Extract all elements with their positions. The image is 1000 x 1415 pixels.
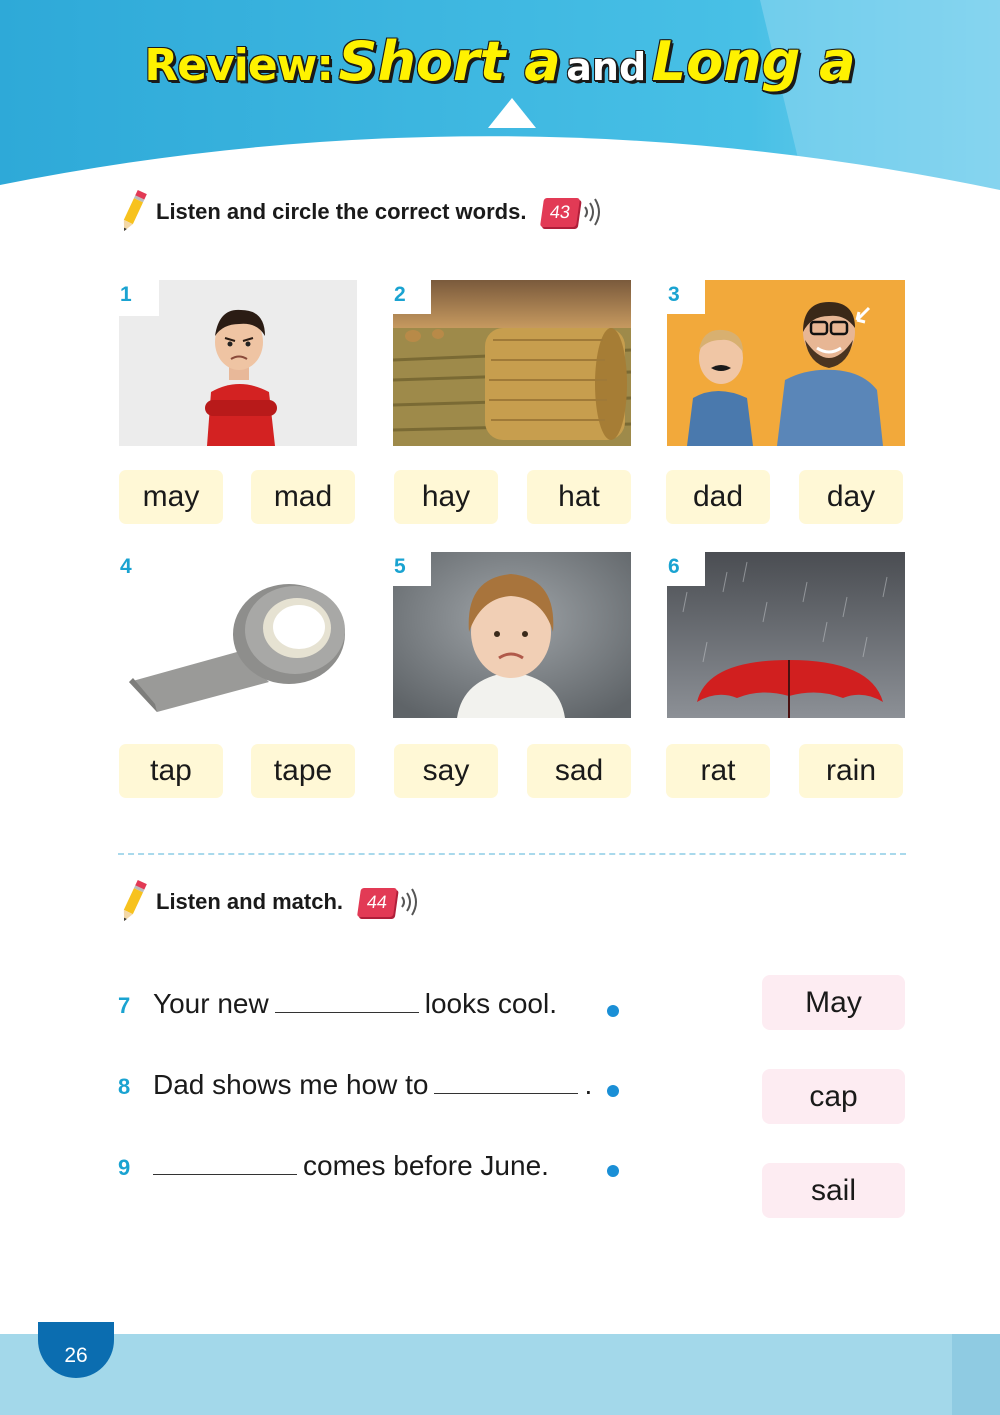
match-dot[interactable]	[607, 1165, 619, 1177]
photo-tape	[119, 552, 357, 718]
item-number: 5	[394, 555, 406, 578]
footer-accent	[952, 1334, 1000, 1415]
instruction-match: Listen and match. 44	[118, 878, 421, 926]
match-dot[interactable]	[607, 1005, 619, 1017]
section-divider	[118, 853, 906, 855]
answer-blank[interactable]	[153, 1173, 297, 1175]
sentence-7: 7 Your new looks cool.	[118, 988, 558, 1019]
word-choice[interactable]: dad	[666, 470, 770, 524]
audio-track-badge[interactable]: 43	[542, 197, 604, 227]
photo-dad-and-son	[667, 280, 905, 446]
item-number: 6	[668, 555, 680, 578]
sentence-9: 9 comes before June.	[118, 1150, 549, 1181]
word-choice[interactable]: may	[119, 470, 223, 524]
answer-blank[interactable]	[434, 1092, 578, 1094]
answer-option[interactable]: sail	[762, 1163, 905, 1218]
footer-bar	[0, 1334, 1000, 1415]
sound-icon	[399, 887, 421, 917]
word-choice[interactable]: hat	[527, 470, 631, 524]
audio-track-badge[interactable]: 44	[359, 887, 421, 917]
word-choice[interactable]: sad	[527, 744, 631, 798]
answer-option[interactable]: cap	[762, 1069, 905, 1124]
pencil-icon	[118, 188, 148, 236]
answer-option[interactable]: May	[762, 975, 905, 1030]
page-number: 26	[38, 1322, 114, 1378]
word-choice[interactable]: tape	[251, 744, 355, 798]
word-choice[interactable]: day	[799, 470, 903, 524]
item-number: 2	[394, 283, 406, 306]
answer-blank[interactable]	[275, 1011, 419, 1013]
photo-hay-bale	[393, 280, 631, 446]
instruction-circle-words: Listen and circle the correct words. 43	[118, 188, 604, 236]
word-choice[interactable]: hay	[394, 470, 498, 524]
item-number: 3	[668, 283, 680, 306]
page-title: Review: Short a and Long a	[144, 30, 856, 93]
pencil-icon	[118, 878, 148, 926]
word-choice[interactable]: rain	[799, 744, 903, 798]
word-choice[interactable]: tap	[119, 744, 223, 798]
word-choice[interactable]: rat	[666, 744, 770, 798]
sentence-8: 8 Dad shows me how to .	[118, 1069, 593, 1100]
sound-icon	[582, 197, 604, 227]
word-choice[interactable]: say	[394, 744, 498, 798]
match-dot[interactable]	[607, 1085, 619, 1097]
photo-sad-boy	[393, 552, 631, 718]
item-number: 4	[120, 555, 132, 578]
photo-umbrella-rain	[667, 552, 905, 718]
item-number: 1	[120, 283, 132, 306]
photo-angry-boy	[119, 280, 357, 446]
word-choice[interactable]: mad	[251, 470, 355, 524]
